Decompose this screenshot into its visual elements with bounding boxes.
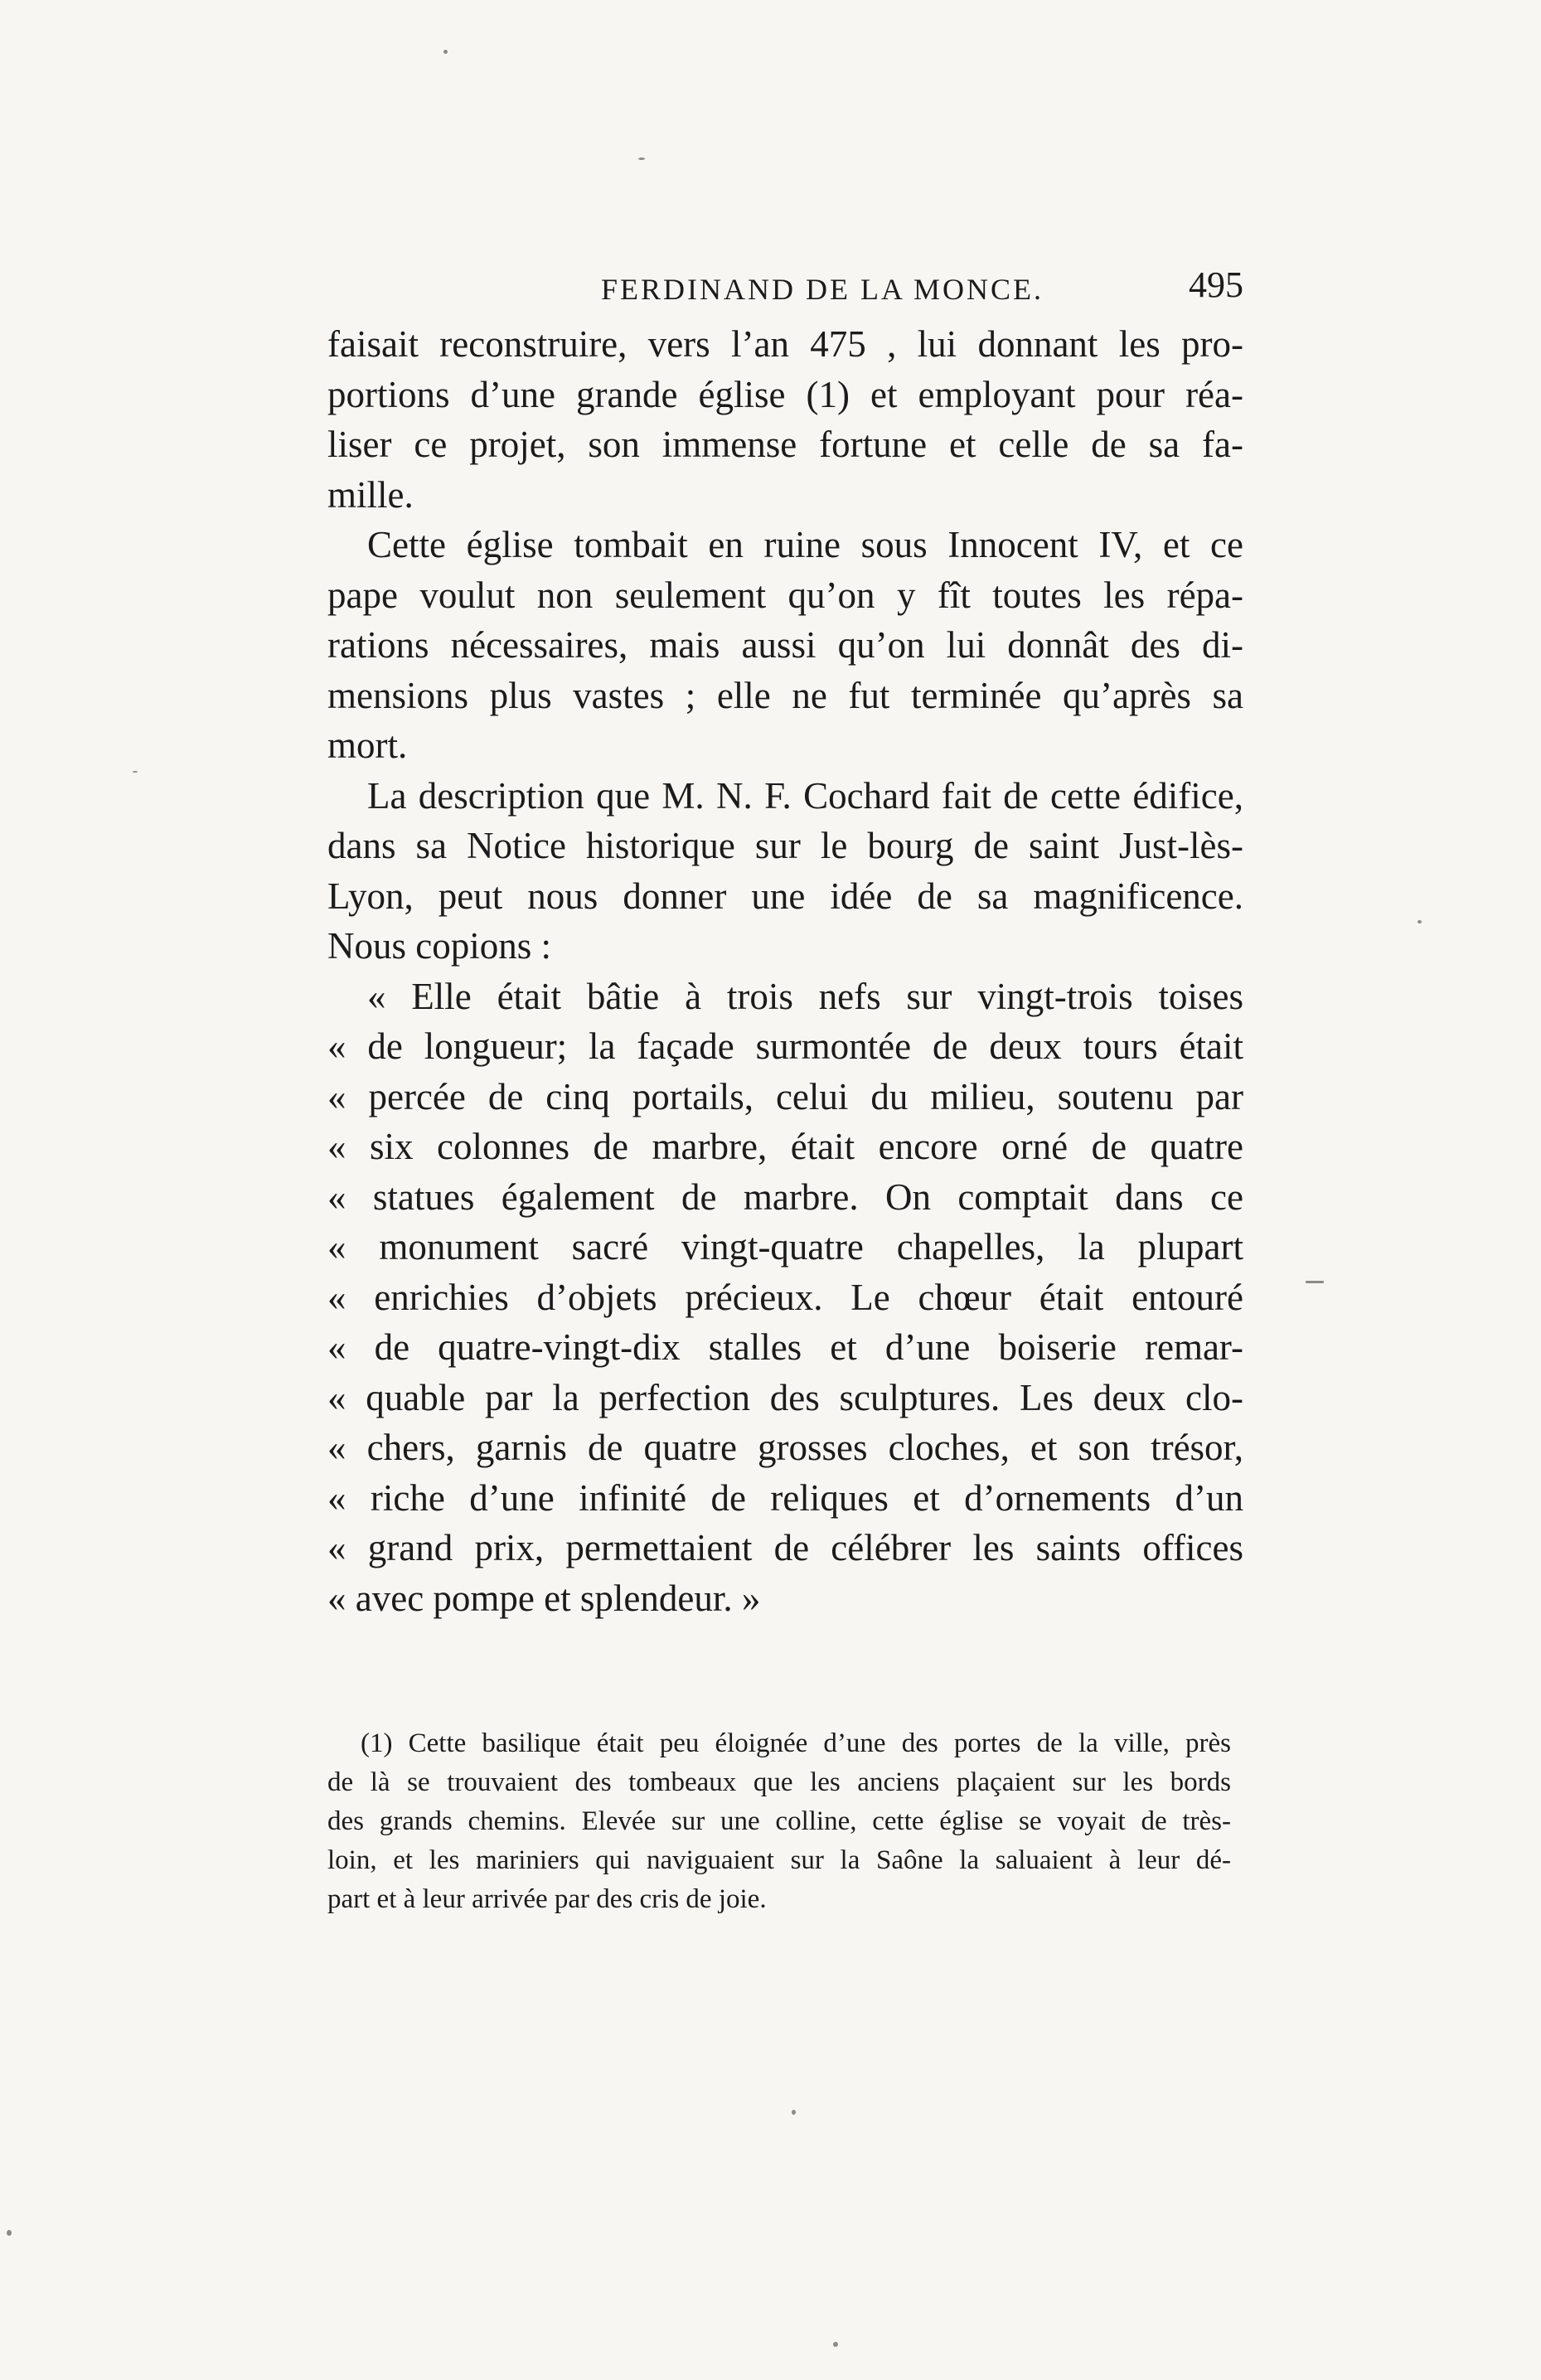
text-line: rations nécessaires, mais aussi qu’on lui donnât des di- — [327, 624, 1243, 666]
footnote — [327, 1724, 1231, 1919]
footnote-line: des grands chemins. Elevée sur une colline, cette église se voyait de très- — [327, 1806, 1231, 1836]
text-line: La description que M. N. F. Cochard fait de cette édifice, — [367, 774, 1243, 817]
scan-speck — [638, 158, 645, 160]
scan-speck — [443, 50, 448, 54]
footnote-line: part et à leur arrivée par des cris de joie. — [327, 1884, 767, 1914]
quote-line: « enrichies d’objets précieux. Le chœur était entouré — [327, 1276, 1243, 1318]
text-line: pape voulut non seulement qu’on y fît toutes les répa- — [327, 574, 1243, 616]
text-line: liser ce projet, son immense fortune et celle de sa fa- — [327, 424, 1243, 465]
text-line: mensions plus vastes ; elle ne fut terminée qu’après sa — [327, 674, 1243, 716]
quote-line: « chers, garnis de quatre grosses cloches, et son trésor, — [327, 1427, 1243, 1468]
quote-line: « statues également de marbre. On comptait dans ce — [327, 1175, 1243, 1218]
text-line: mort. — [327, 725, 408, 766]
text-line: Lyon, peut nous donner une idée de sa magnificence. — [327, 875, 1243, 917]
running-head — [327, 264, 1243, 313]
text-line: mille. — [327, 473, 414, 516]
running-title: FERDINAND DE LA MONCE. — [601, 273, 1044, 306]
scan-speck — [833, 2342, 838, 2347]
quote-line: « six colonnes de marbre, était encore orné de quatre — [327, 1126, 1243, 1167]
quote-line: « grand prix, permettaient de célébrer les saints offices — [327, 1527, 1243, 1568]
quote-line: « avec pompe et splendeur. » — [327, 1577, 761, 1619]
scan-speck — [7, 2230, 12, 2236]
scan-speck — [133, 771, 138, 773]
quote-line: « riche d’une infinité de reliques et d’ornements d’un — [327, 1476, 1243, 1519]
scan-speck — [792, 2110, 796, 2115]
quote-line: « monument sacré vingt-quatre chapelles, la plupart — [327, 1226, 1243, 1268]
text-line: portions d’une grande église (1) et employant pour réa- — [327, 373, 1243, 415]
footnote-line: (1) Cette basilique était peu éloignée d’une des portes de la ville, près — [361, 1728, 1231, 1758]
body-text — [327, 319, 1243, 1623]
quote-line: « de quatre-vingt-dix stalles et d’une boiserie remar- — [327, 1326, 1243, 1368]
footnote-line: loin, et les mariniers qui naviguaient sur la Saône la saluaient à leur dé- — [327, 1845, 1231, 1875]
scan-speck — [1306, 1281, 1324, 1283]
quote-line: « quable par la perfection des sculptures. Les deux clo- — [327, 1376, 1243, 1418]
text-line: Cette église tombait en ruine sous Innocent IV, et ce — [367, 524, 1243, 565]
text-line: faisait reconstruire, vers l’an 475 , lui donnant les pro- — [327, 323, 1243, 365]
page-number: 495 — [1189, 264, 1243, 305]
quote-line: « de longueur; la façade surmontée de deux tours était — [327, 1025, 1243, 1067]
quote-line: « percée de cinq portails, celui du milieu, soutenu par — [327, 1075, 1243, 1117]
footnote-line: de là se trouvaient des tombeaux que les anciens plaçaient sur les bords — [327, 1767, 1231, 1797]
scan-speck — [1417, 920, 1422, 923]
text-line: Nous copions : — [327, 925, 551, 967]
quote-line: « Elle était bâtie à trois nefs sur vingt-trois toises — [367, 975, 1243, 1017]
text-line: dans sa Notice historique sur le bourg de saint Just-lès- — [327, 825, 1243, 866]
